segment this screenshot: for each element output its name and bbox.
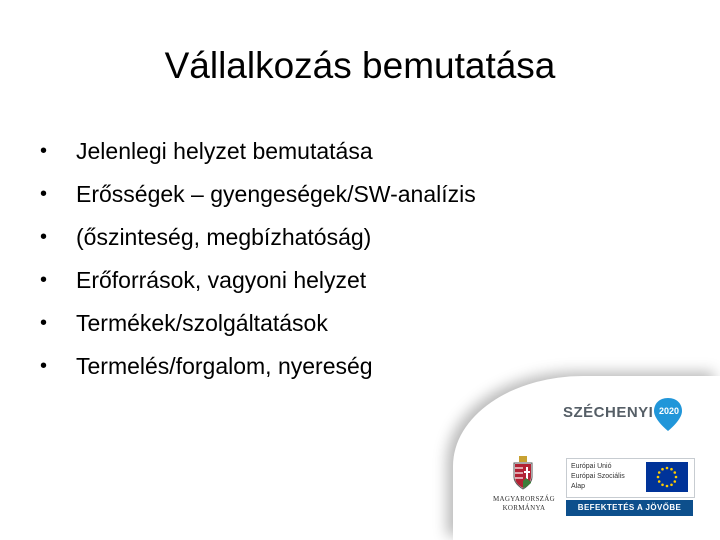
list-item	[40, 259, 600, 302]
bullet-text: Erősségek – gyengeségek/SW-analízis	[76, 181, 476, 207]
list-item	[40, 302, 600, 345]
bullet-text: Jelenlegi helyzet bemutatása	[76, 138, 373, 164]
invest-in-future-banner: BEFEKTETÉS A JÖVŐBE	[566, 500, 693, 516]
eu-line-3: Alap	[571, 483, 586, 490]
bullet-icon: •	[40, 355, 48, 377]
bullet-icon: •	[40, 183, 48, 205]
government-line-1: MAGYARORSZÁG	[493, 495, 555, 503]
bullet-icon: •	[40, 312, 48, 334]
bullet-icon: •	[40, 140, 48, 162]
program-year: 2020	[658, 406, 680, 416]
list-item	[40, 345, 600, 388]
bullet-text: Erőforrások, vagyoni helyzet	[76, 267, 367, 293]
government-name	[492, 495, 556, 513]
slide-title: Vállalkozás bemutatása	[164, 45, 556, 86]
eu-line-1: Európai Unió	[571, 463, 612, 470]
eu-fund-text	[571, 462, 643, 492]
szechenyi-wordmark: SZÉCHENYI	[563, 404, 654, 421]
bullet-icon: •	[40, 269, 48, 291]
eu-line-2: Európai Szociális	[571, 473, 625, 480]
list-item	[40, 216, 600, 259]
bullet-text: Termelés/forgalom, nyereség	[76, 353, 373, 379]
bullet-text: Termékek/szolgáltatások	[76, 310, 328, 336]
bullet-list	[40, 130, 600, 388]
government-line-2: KORMÁNYA	[502, 504, 546, 512]
eu-flag-icon	[646, 462, 688, 492]
bullet-icon: •	[40, 226, 48, 248]
bullet-text: (őszinteség, megbízhatóság)	[76, 224, 372, 250]
list-item	[40, 130, 600, 173]
list-item	[40, 173, 600, 216]
hungarian-coat-of-arms-icon	[511, 455, 535, 491]
